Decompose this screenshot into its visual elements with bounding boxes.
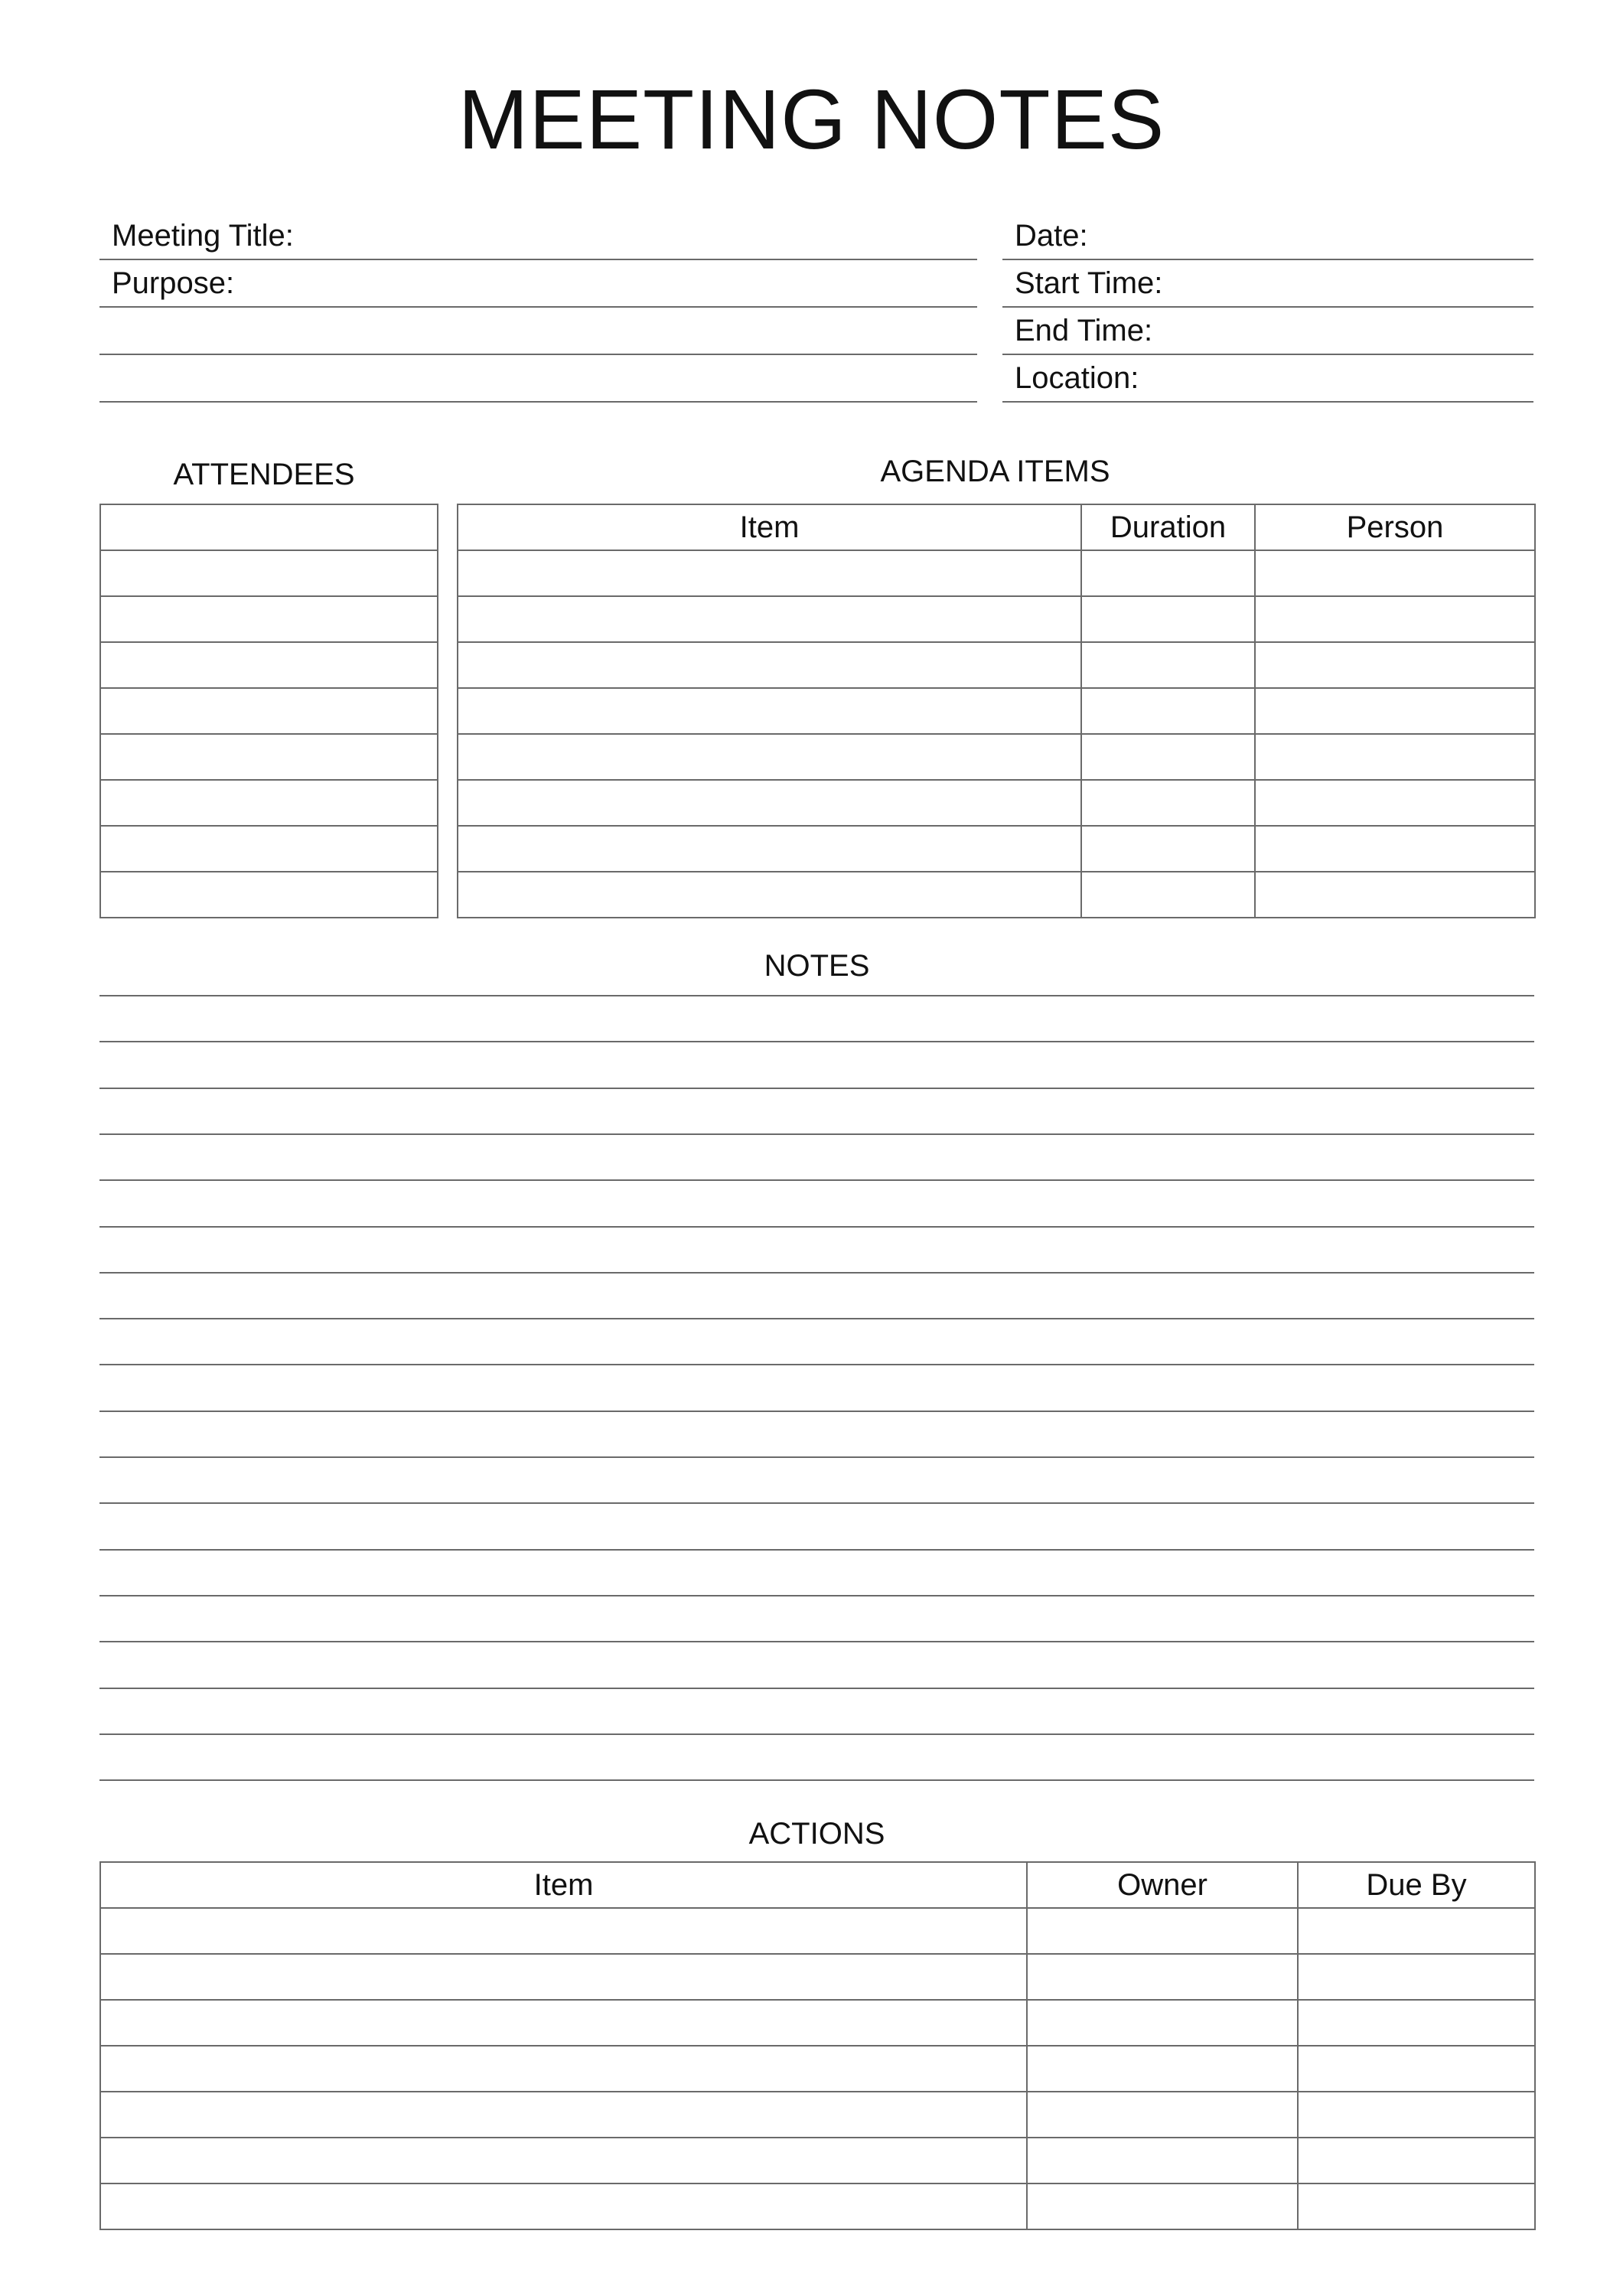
agenda-cell-person[interactable] — [1255, 642, 1535, 688]
notes-line[interactable] — [99, 1733, 1534, 1735]
action-cell-item[interactable] — [100, 1908, 1027, 1954]
agenda-cell-duration[interactable] — [1081, 734, 1255, 780]
notes-line[interactable] — [99, 1502, 1534, 1504]
action-cell-owner[interactable] — [1027, 2183, 1298, 2229]
action-cell-owner[interactable] — [1027, 1954, 1298, 2000]
purpose-line-1[interactable] — [99, 306, 977, 308]
agenda-header-person: Person — [1255, 504, 1535, 550]
action-cell-due-by[interactable] — [1298, 1908, 1535, 1954]
attendee-row — [100, 826, 438, 872]
notes-line[interactable] — [99, 1088, 1534, 1089]
attendee-cell[interactable] — [100, 550, 438, 596]
attendees-heading: ATTENDEES — [173, 458, 355, 491]
attendee-row — [100, 780, 438, 826]
notes-line[interactable] — [99, 1411, 1534, 1412]
agenda-cell-person[interactable] — [1255, 780, 1535, 826]
attendee-cell[interactable] — [100, 504, 438, 550]
action-cell-item[interactable] — [100, 2183, 1027, 2229]
agenda-row — [458, 688, 1535, 734]
agenda-cell-item[interactable] — [458, 596, 1081, 642]
agenda-cell-item[interactable] — [458, 642, 1081, 688]
agenda-cell-duration[interactable] — [1081, 688, 1255, 734]
date-label: Date: — [1015, 219, 1088, 253]
agenda-header-duration: Duration — [1081, 504, 1255, 550]
notes-line[interactable] — [99, 1133, 1534, 1135]
action-header-due-by: Due By — [1298, 1862, 1535, 1908]
notes-line[interactable] — [99, 1179, 1534, 1181]
agenda-row — [458, 596, 1535, 642]
agenda-row — [458, 642, 1535, 688]
agenda-cell-item[interactable] — [458, 734, 1081, 780]
attendee-cell[interactable] — [100, 688, 438, 734]
end-time-label: End Time: — [1015, 314, 1153, 347]
attendee-row — [100, 504, 438, 550]
agenda-row — [458, 550, 1535, 596]
notes-line[interactable] — [99, 1226, 1534, 1228]
agenda-row — [458, 826, 1535, 872]
action-row — [100, 1908, 1535, 1954]
actions-heading: ACTIONS — [748, 1817, 885, 1851]
agenda-header-item: Item — [458, 504, 1081, 550]
agenda-cell-person[interactable] — [1255, 550, 1535, 596]
action-cell-owner[interactable] — [1027, 1908, 1298, 1954]
start-time-label: Start Time: — [1015, 266, 1163, 300]
page-title: MEETING NOTES — [458, 73, 1165, 167]
agenda-cell-duration[interactable] — [1081, 826, 1255, 872]
purpose-label: Purpose: — [112, 266, 235, 300]
action-cell-owner[interactable] — [1027, 2092, 1298, 2138]
attendees-table — [99, 504, 438, 918]
meeting-title-label: Meeting Title: — [112, 219, 294, 253]
location-line[interactable] — [1002, 401, 1533, 403]
attendee-cell[interactable] — [100, 780, 438, 826]
attendee-row — [100, 872, 438, 918]
attendee-row — [100, 596, 438, 642]
attendee-row — [100, 550, 438, 596]
agenda-cell-person[interactable] — [1255, 872, 1535, 918]
agenda-cell-item[interactable] — [458, 688, 1081, 734]
action-cell-item[interactable] — [100, 1954, 1027, 2000]
action-row — [100, 2138, 1535, 2183]
attendee-cell[interactable] — [100, 734, 438, 780]
attendee-cell[interactable] — [100, 872, 438, 918]
agenda-cell-item[interactable] — [458, 826, 1081, 872]
location-label: Location: — [1015, 361, 1139, 395]
notes-line[interactable] — [99, 1364, 1534, 1365]
notes-line[interactable] — [99, 1272, 1534, 1274]
end-time-line[interactable] — [1002, 354, 1533, 355]
notes-line[interactable] — [99, 1549, 1534, 1551]
agenda-row — [458, 872, 1535, 918]
agenda-cell-duration[interactable] — [1081, 596, 1255, 642]
action-cell-owner[interactable] — [1027, 2000, 1298, 2046]
notes-line[interactable] — [99, 1779, 1534, 1781]
attendee-cell[interactable] — [100, 596, 438, 642]
attendee-cell[interactable] — [100, 826, 438, 872]
action-header-item: Item — [100, 1862, 1027, 1908]
action-cell-due-by[interactable] — [1298, 2000, 1535, 2046]
action-cell-owner[interactable] — [1027, 2138, 1298, 2183]
notes-heading: NOTES — [764, 949, 870, 983]
action-row — [100, 2000, 1535, 2046]
start-time-line[interactable] — [1002, 306, 1533, 308]
action-cell-due-by[interactable] — [1298, 2092, 1535, 2138]
action-row — [100, 2046, 1535, 2092]
actions-table — [99, 1861, 1536, 2230]
notes-line[interactable] — [99, 1456, 1534, 1458]
action-cell-item[interactable] — [100, 2000, 1027, 2046]
agenda-row — [458, 780, 1535, 826]
agenda-cell-person[interactable] — [1255, 688, 1535, 734]
agenda-cell-person[interactable] — [1255, 826, 1535, 872]
action-cell-due-by[interactable] — [1298, 2046, 1535, 2092]
action-row — [100, 2092, 1535, 2138]
action-cell-due-by[interactable] — [1298, 1954, 1535, 2000]
notes-line[interactable] — [99, 1641, 1534, 1642]
action-cell-due-by[interactable] — [1298, 2183, 1535, 2229]
notes-line[interactable] — [99, 995, 1534, 996]
notes-line[interactable] — [99, 1688, 1534, 1689]
notes-line[interactable] — [99, 1595, 1534, 1596]
notes-line[interactable] — [99, 1318, 1534, 1319]
agenda-cell-item[interactable] — [458, 780, 1081, 826]
agenda-cell-item[interactable] — [458, 550, 1081, 596]
attendee-cell[interactable] — [100, 642, 438, 688]
agenda-cell-person[interactable] — [1255, 734, 1535, 780]
action-row — [100, 2183, 1535, 2229]
purpose-line-3[interactable] — [99, 401, 977, 403]
attendee-row — [100, 642, 438, 688]
agenda-cell-duration[interactable] — [1081, 550, 1255, 596]
notes-line[interactable] — [99, 1041, 1534, 1042]
date-line[interactable] — [1002, 259, 1533, 260]
agenda-cell-duration[interactable] — [1081, 780, 1255, 826]
action-cell-owner[interactable] — [1027, 2046, 1298, 2092]
agenda-row — [458, 734, 1535, 780]
action-cell-item[interactable] — [100, 2092, 1027, 2138]
action-header-owner: Owner — [1027, 1862, 1298, 1908]
agenda-cell-duration[interactable] — [1081, 872, 1255, 918]
attendee-row — [100, 734, 438, 780]
agenda-cell-person[interactable] — [1255, 596, 1535, 642]
agenda-table — [457, 504, 1536, 918]
action-cell-item[interactable] — [100, 2046, 1027, 2092]
purpose-line-2[interactable] — [99, 354, 977, 355]
attendee-row — [100, 688, 438, 734]
action-cell-due-by[interactable] — [1298, 2138, 1535, 2183]
agenda-heading: AGENDA ITEMS — [880, 455, 1110, 488]
action-cell-item[interactable] — [100, 2138, 1027, 2183]
meeting-title-line[interactable] — [99, 259, 977, 260]
agenda-cell-duration[interactable] — [1081, 642, 1255, 688]
action-row — [100, 1954, 1535, 2000]
agenda-cell-item[interactable] — [458, 872, 1081, 918]
